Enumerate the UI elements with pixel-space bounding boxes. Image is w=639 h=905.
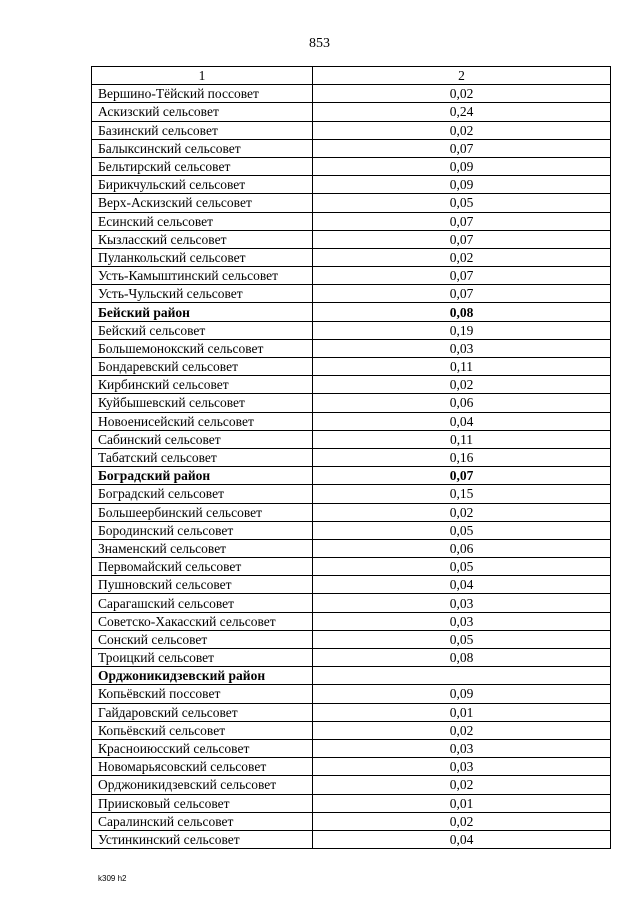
settlement-name: Орджоникидзевский сельсовет bbox=[92, 776, 313, 794]
table-row bbox=[92, 612, 611, 630]
table-row bbox=[92, 121, 611, 139]
table-header-row bbox=[92, 67, 611, 85]
table-row bbox=[92, 339, 611, 357]
settlement-value: 0,03 bbox=[313, 739, 611, 757]
table-row bbox=[92, 248, 611, 266]
settlement-value: 0,02 bbox=[313, 248, 611, 266]
settlement-value: 0,07 bbox=[313, 212, 611, 230]
settlement-value bbox=[313, 667, 611, 685]
settlement-value: 0,07 bbox=[313, 285, 611, 303]
settlement-name: Вершино-Тёйский поссовет bbox=[92, 85, 313, 103]
data-table bbox=[91, 66, 611, 849]
table-row bbox=[92, 558, 611, 576]
settlement-value: 0,02 bbox=[313, 812, 611, 830]
settlement-value: 0,04 bbox=[313, 830, 611, 848]
settlement-value: 0,01 bbox=[313, 794, 611, 812]
settlement-name: Копьёвский сельсовет bbox=[92, 721, 313, 739]
settlement-value: 0,19 bbox=[313, 321, 611, 339]
settlement-name: Большеербинский сельсовет bbox=[92, 503, 313, 521]
settlement-name: Бирикчульский сельсовет bbox=[92, 176, 313, 194]
settlement-name: Большемонокский сельсовет bbox=[92, 339, 313, 357]
table-row bbox=[92, 812, 611, 830]
settlement-value: 0,09 bbox=[313, 176, 611, 194]
settlement-name: Пуланкольский сельсовет bbox=[92, 248, 313, 266]
settlement-name: Новоенисейский сельсовет bbox=[92, 412, 313, 430]
table-row bbox=[92, 157, 611, 175]
settlement-name: Верх-Аскизский сельсовет bbox=[92, 194, 313, 212]
settlement-name: Бородинский сельсовет bbox=[92, 521, 313, 539]
settlement-name: Есинский сельсовет bbox=[92, 212, 313, 230]
district-row bbox=[92, 667, 611, 685]
settlement-value: 0,09 bbox=[313, 157, 611, 175]
settlement-value: 0,11 bbox=[313, 430, 611, 448]
settlement-value: 0,02 bbox=[313, 376, 611, 394]
settlement-name: Базинский сельсовет bbox=[92, 121, 313, 139]
table-row bbox=[92, 267, 611, 285]
settlement-name: Боградский сельсовет bbox=[92, 485, 313, 503]
settlement-name: Троицкий сельсовет bbox=[92, 649, 313, 667]
table-row bbox=[92, 212, 611, 230]
table-row bbox=[92, 830, 611, 848]
table-row bbox=[92, 358, 611, 376]
settlement-name: Советско-Хакасский сельсовет bbox=[92, 612, 313, 630]
table-row bbox=[92, 703, 611, 721]
table-row bbox=[92, 594, 611, 612]
table-row bbox=[92, 321, 611, 339]
settlement-name: Бондаревский сельсовет bbox=[92, 358, 313, 376]
table-row bbox=[92, 521, 611, 539]
settlement-value: 0,16 bbox=[313, 448, 611, 466]
table-row bbox=[92, 576, 611, 594]
settlement-value: 0,07 bbox=[313, 267, 611, 285]
table-row bbox=[92, 194, 611, 212]
table-row bbox=[92, 485, 611, 503]
table-row bbox=[92, 103, 611, 121]
column-header-value: 2 bbox=[313, 67, 611, 85]
district-row bbox=[92, 467, 611, 485]
settlement-value: 0,02 bbox=[313, 503, 611, 521]
settlement-value: 0,08 bbox=[313, 303, 611, 321]
settlement-name: Бейский район bbox=[92, 303, 313, 321]
settlement-value: 0,02 bbox=[313, 776, 611, 794]
settlement-name: Кирбинский сельсовет bbox=[92, 376, 313, 394]
table-row bbox=[92, 758, 611, 776]
settlement-name: Сабинский сельсовет bbox=[92, 430, 313, 448]
table-row bbox=[92, 539, 611, 557]
settlement-name: Знаменский сельсовет bbox=[92, 539, 313, 557]
settlement-value: 0,01 bbox=[313, 703, 611, 721]
settlement-name: Гайдаровский сельсовет bbox=[92, 703, 313, 721]
settlement-value: 0,04 bbox=[313, 412, 611, 430]
settlement-name: Приисковый сельсовет bbox=[92, 794, 313, 812]
table-row bbox=[92, 649, 611, 667]
table-row bbox=[92, 448, 611, 466]
settlement-value: 0,24 bbox=[313, 103, 611, 121]
settlement-name: Сарагашский сельсовет bbox=[92, 594, 313, 612]
settlement-name: Бейский сельсовет bbox=[92, 321, 313, 339]
table-row bbox=[92, 285, 611, 303]
footer-code: k309 h2 bbox=[98, 874, 127, 883]
settlement-value: 0,03 bbox=[313, 594, 611, 612]
settlement-name: Кызласский сельсовет bbox=[92, 230, 313, 248]
table-row bbox=[92, 85, 611, 103]
table-row bbox=[92, 739, 611, 757]
district-row bbox=[92, 303, 611, 321]
settlement-name: Балыксинский сельсовет bbox=[92, 139, 313, 157]
settlement-name: Орджоникидзевский район bbox=[92, 667, 313, 685]
settlement-name: Первомайский сельсовет bbox=[92, 558, 313, 576]
table-row bbox=[92, 503, 611, 521]
settlement-value: 0,05 bbox=[313, 558, 611, 576]
settlement-name: Пушновский сельсовет bbox=[92, 576, 313, 594]
settlement-name: Новомарьясовский сельсовет bbox=[92, 758, 313, 776]
settlement-value: 0,02 bbox=[313, 721, 611, 739]
settlement-value: 0,03 bbox=[313, 612, 611, 630]
settlement-name: Аскизский сельсовет bbox=[92, 103, 313, 121]
settlement-name: Усть-Чульский сельсовет bbox=[92, 285, 313, 303]
table-row bbox=[92, 139, 611, 157]
table-row bbox=[92, 685, 611, 703]
settlement-value: 0,11 bbox=[313, 358, 611, 376]
settlement-name: Устинкинский сельсовет bbox=[92, 830, 313, 848]
settlement-name: Усть-Камыштинский сельсовет bbox=[92, 267, 313, 285]
settlement-name: Копьёвский поссовет bbox=[92, 685, 313, 703]
page-number: 853 bbox=[309, 36, 330, 51]
settlement-value: 0,08 bbox=[313, 649, 611, 667]
settlement-value: 0,02 bbox=[313, 85, 611, 103]
settlement-value: 0,06 bbox=[313, 539, 611, 557]
table-row bbox=[92, 412, 611, 430]
table-row bbox=[92, 630, 611, 648]
table-row bbox=[92, 394, 611, 412]
settlement-name: Куйбышевский сельсовет bbox=[92, 394, 313, 412]
settlement-name: Саралинский сельсовет bbox=[92, 812, 313, 830]
settlement-name: Боградский район bbox=[92, 467, 313, 485]
settlement-value: 0,04 bbox=[313, 576, 611, 594]
settlement-name: Сонский сельсовет bbox=[92, 630, 313, 648]
settlement-value: 0,15 bbox=[313, 485, 611, 503]
settlement-name: Бельтирский сельсовет bbox=[92, 157, 313, 175]
settlement-name: Табатский сельсовет bbox=[92, 448, 313, 466]
table-row bbox=[92, 776, 611, 794]
settlement-value: 0,05 bbox=[313, 194, 611, 212]
settlement-value: 0,07 bbox=[313, 139, 611, 157]
column-header-name: 1 bbox=[92, 67, 313, 85]
settlement-value: 0,09 bbox=[313, 685, 611, 703]
settlement-value: 0,07 bbox=[313, 467, 611, 485]
table-row bbox=[92, 430, 611, 448]
settlement-value: 0,05 bbox=[313, 521, 611, 539]
settlement-name: Красноиюсский сельсовет bbox=[92, 739, 313, 757]
settlement-value: 0,02 bbox=[313, 121, 611, 139]
table-row bbox=[92, 176, 611, 194]
settlement-value: 0,06 bbox=[313, 394, 611, 412]
table-row bbox=[92, 794, 611, 812]
settlement-value: 0,03 bbox=[313, 339, 611, 357]
table-row bbox=[92, 376, 611, 394]
settlement-value: 0,05 bbox=[313, 630, 611, 648]
table-row bbox=[92, 721, 611, 739]
settlement-value: 0,03 bbox=[313, 758, 611, 776]
table-row bbox=[92, 230, 611, 248]
table-body bbox=[92, 85, 611, 849]
settlement-value: 0,07 bbox=[313, 230, 611, 248]
